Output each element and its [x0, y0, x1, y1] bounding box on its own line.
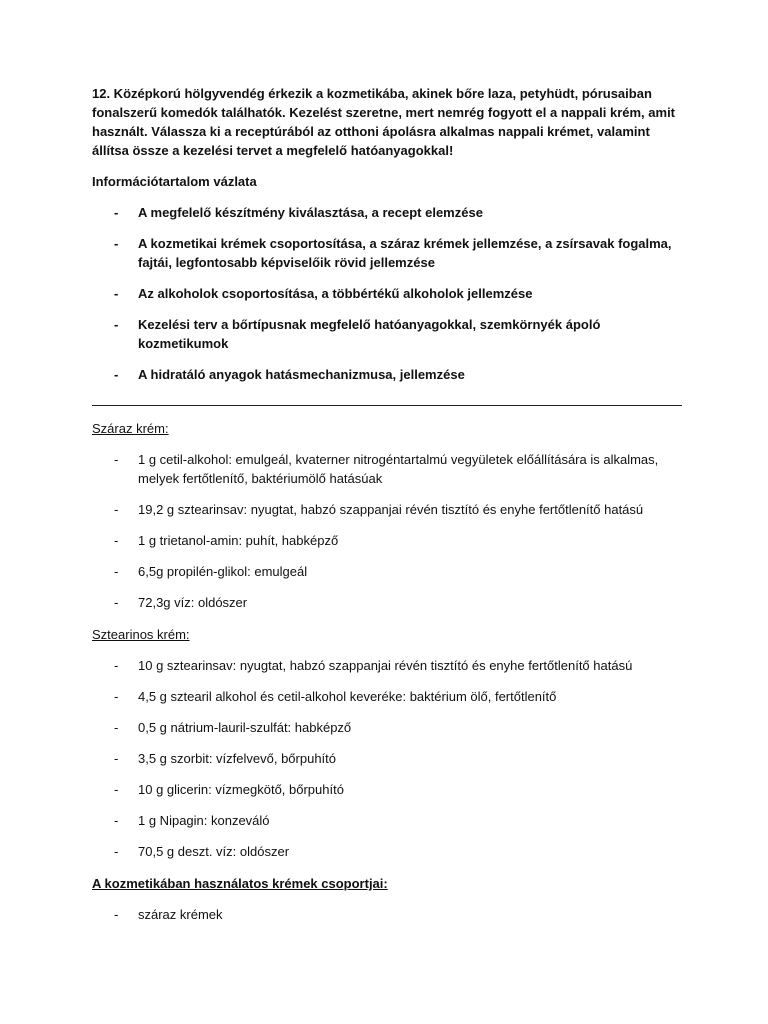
dash-bullet: - [114, 236, 119, 251]
ingredient-item [92, 593, 682, 612]
ingredient-text: 10 g glicerin: vízmegkötő, bőrpuhító [138, 782, 344, 797]
ingredient-text: 72,3g víz: oldószer [138, 595, 248, 610]
section-title-sztearinos-krem: Sztearinos krém: [92, 627, 190, 642]
dash-bullet: - [114, 317, 119, 332]
section-title-szaraz-krem: Száraz krém: [92, 421, 169, 436]
ingredient-text: 19,2 g sztearinsav: nyugtat, habzó szappanjai révén tisztító és enyhe fertőtlenítő hatású [138, 502, 644, 517]
ingredient-item [92, 780, 682, 799]
cream-group-list [92, 905, 682, 924]
dash-bullet: - [114, 564, 119, 579]
cream-group-item [92, 905, 682, 924]
ingredient-text: 6,5g propilén-glikol: emulgeál [138, 564, 308, 579]
dash-bullet: - [114, 782, 119, 797]
ingredient-item [92, 687, 682, 706]
ingredient-list-sztearinos-krem [92, 656, 682, 861]
dash-bullet: - [114, 595, 119, 610]
dash-bullet: - [114, 907, 119, 922]
document-content [92, 84, 682, 924]
outline-item-text: Az alkoholok csoportosítása, a többértékű alkoholok jellemzése [138, 286, 533, 301]
ingredient-text: 1 g Nipagin: konzeváló [138, 813, 270, 828]
dash-bullet: - [114, 689, 119, 704]
dash-bullet: - [114, 844, 119, 859]
ingredient-item [92, 811, 682, 830]
ingredient-item [92, 718, 682, 737]
outline-item-text: A kozmetikai krémek csoportosítása, a száraz krémek jellemzése, a zsírsavak fogalma, fajtái, legfontosabb képviselőik rövid jellemzése [138, 236, 672, 270]
dash-bullet: - [114, 502, 119, 517]
dash-bullet: - [114, 452, 119, 467]
horizontal-divider [92, 405, 682, 406]
dash-bullet: - [114, 205, 119, 220]
dash-bullet: - [114, 286, 119, 301]
outline-item [92, 234, 682, 272]
ingredient-text: 1 g cetil-alkohol: emulgeál, kvaterner nitrogéntartalmú vegyületek előállítására is alkalmas, melyek fertőtlenítő, baktériumölő hatásúak [138, 452, 659, 486]
ingredient-list-szaraz-krem [92, 450, 682, 612]
ingredient-item [92, 656, 682, 675]
dash-bullet: - [114, 658, 119, 673]
ingredient-text: 1 g trietanol-amin: puhít, habképző [138, 533, 339, 548]
outline-item [92, 315, 682, 353]
dash-bullet: - [114, 751, 119, 766]
ingredient-item [92, 749, 682, 768]
section-title-krem-csoportok: A kozmetikában használatos krémek csoportjai: [92, 876, 388, 891]
cream-group-text: száraz krémek [138, 907, 223, 922]
ingredient-item [92, 562, 682, 581]
ingredient-text: 4,5 g sztearil alkohol és cetil-alkohol keveréke: baktérium ölő, fertőtlenítő [138, 689, 557, 704]
ingredient-item [92, 842, 682, 861]
dash-bullet: - [114, 813, 119, 828]
outline-list [92, 203, 682, 384]
ingredient-item [92, 450, 682, 488]
outline-item [92, 365, 682, 384]
ingredient-item [92, 500, 682, 519]
outline-item [92, 284, 682, 303]
ingredient-item [92, 531, 682, 550]
dash-bullet: - [114, 533, 119, 548]
dash-bullet: - [114, 367, 119, 382]
outline-item-text: A hidratáló anyagok hatásmechanizmusa, jellemzése [138, 367, 465, 382]
outline-item-text: Kezelési terv a bőrtípusnak megfelelő hatóanyagokkal, szemkörnyék ápoló kozmetikumok [138, 317, 601, 351]
ingredient-text: 10 g sztearinsav: nyugtat, habzó szappanjai révén tisztító és enyhe fertőtlenítő hatású [138, 658, 633, 673]
ingredient-text: 0,5 g nátrium-lauril-szulfát: habképző [138, 720, 352, 735]
outline-heading: Információtartalom vázlata [92, 174, 257, 189]
ingredient-text: 3,5 g szorbit: vízfelvevő, bőrpuhító [138, 751, 336, 766]
task-paragraph: 12. Középkorú hölgyvendég érkezik a kozmetikába, akinek bőre laza, petyhüdt, pórusaiban fonalszerű komedók találhatók. Kezelést szeretne, mert nemrég fogyott el a nappali krém, amit használt. Válassza ki a receptúrából az otthoni ápolásra alkalmas nappali krémet, valamint állítsa össze a kezelési tervet a megfelelő hatóanyagokkal! [92, 86, 676, 158]
dash-bullet: - [114, 720, 119, 735]
outline-item [92, 203, 682, 222]
ingredient-text: 70,5 g deszt. víz: oldószer [138, 844, 290, 859]
outline-item-text: A megfelelő készítmény kiválasztása, a recept elemzése [138, 205, 483, 220]
